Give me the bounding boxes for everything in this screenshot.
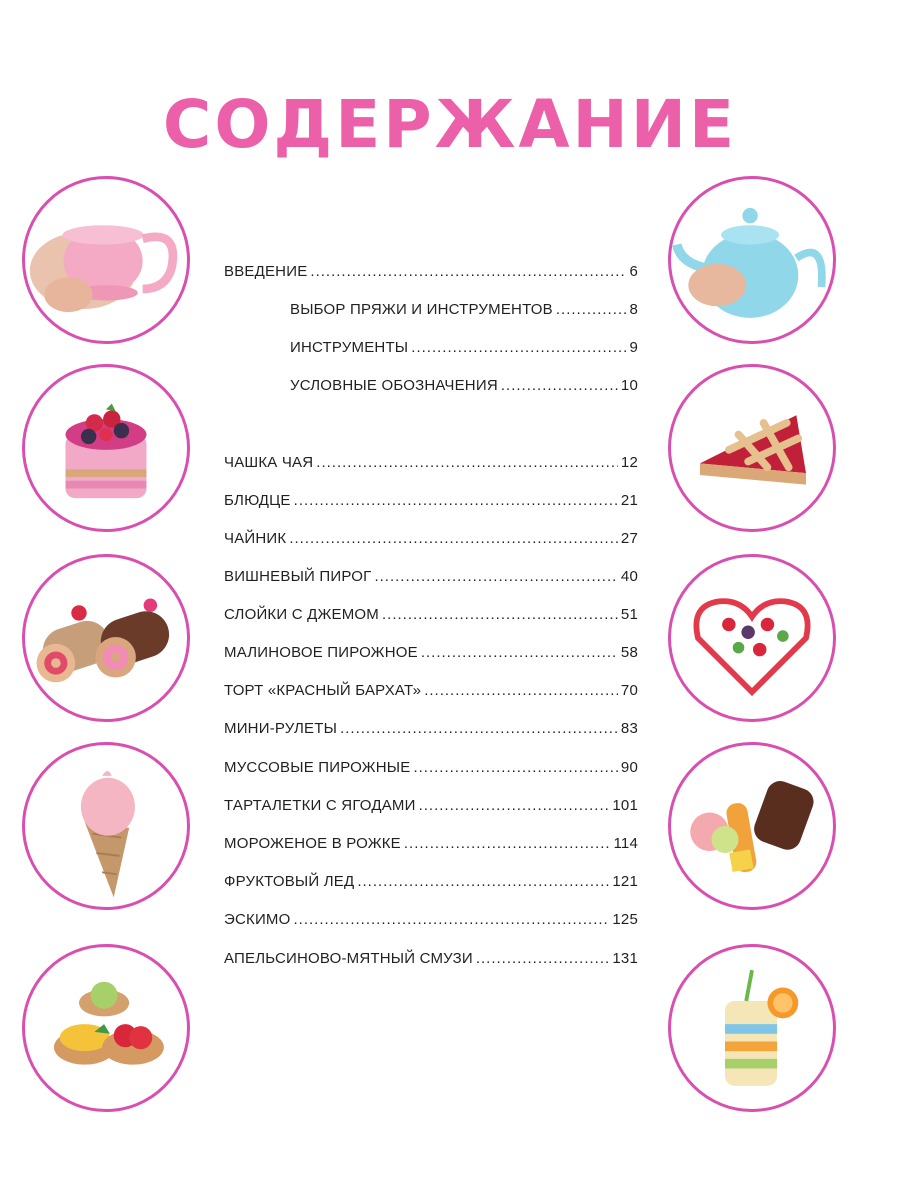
toc-entry-page: 131 (612, 950, 638, 967)
toc-leader-dots (289, 529, 618, 549)
page-title: СОДЕРЖАНИЕ (162, 86, 738, 163)
toc-entry[interactable] (224, 681, 638, 701)
toc-entry-page: 101 (612, 797, 638, 814)
toc-entry-page: 10 (620, 377, 638, 394)
toc-entry-label: ВИШНЕВЫЙ ПИРОГ (224, 568, 372, 585)
toc-leader-dots (374, 567, 617, 587)
toc-leader-dots (310, 262, 626, 282)
toc-leader-dots (476, 949, 610, 969)
toc-entry-page: 40 (620, 568, 638, 585)
toc-entry[interactable] (224, 872, 638, 892)
toc-entry[interactable] (224, 719, 638, 739)
toc-entry-page: 83 (620, 720, 638, 737)
toc-entry-label: ЭСКИМО (224, 911, 291, 928)
toc-entry-intro[interactable] (224, 262, 638, 282)
toc-entry-label: МИНИ-РУЛЕТЫ (224, 720, 338, 737)
toc-leader-dots (501, 376, 618, 396)
toc-entry-label: ФРУКТОВЫЙ ЛЕД (224, 873, 355, 890)
toc-subentry[interactable] (290, 376, 638, 396)
toc-leader-dots (340, 719, 618, 739)
toc-entry-page: 90 (620, 759, 638, 776)
toc-entry-page: 6 (629, 263, 638, 280)
toc-entry-label: ЧАЙНИК (224, 530, 287, 547)
toc-entry-page: 51 (620, 606, 638, 623)
toc-entry-label: МОРОЖЕНОЕ В РОЖКЕ (224, 835, 401, 852)
toc-entry-label: МАЛИНОВОЕ ПИРОЖНОЕ (224, 644, 418, 661)
toc-leader-dots (294, 491, 618, 511)
toc-entry-label: ИНСТРУМЕНТЫ (290, 339, 409, 356)
toc-entry-page: 70 (620, 682, 638, 699)
toc-entry-label: ТАРТАЛЕТКИ С ЯГОДАМИ (224, 797, 416, 814)
toc-leader-dots (419, 796, 610, 816)
toc-subentry[interactable] (290, 338, 638, 358)
toc-entry[interactable] (224, 529, 638, 549)
toc-entry[interactable] (224, 643, 638, 663)
toc-leader-dots (421, 643, 618, 663)
toc-leader-dots (294, 910, 610, 930)
toc-entry-label: УСЛОВНЫЕ ОБОЗНАЧЕНИЯ (290, 377, 498, 394)
toc-entry-page: 21 (620, 492, 638, 509)
toc-leader-dots (556, 300, 627, 320)
toc-entry-label: МУССОВЫЕ ПИРОЖНЫЕ (224, 759, 411, 776)
toc-entry-label: БЛЮДЦЕ (224, 492, 291, 509)
toc-leader-dots (404, 834, 611, 854)
toc-leader-dots (357, 872, 609, 892)
toc-subentry[interactable] (290, 300, 638, 320)
toc-entry-label: АПЕЛЬСИНОВО-МЯТНЫЙ СМУЗИ (224, 950, 473, 967)
toc-entry[interactable] (224, 453, 638, 473)
toc-entry-page: 8 (629, 301, 638, 318)
toc-leader-dots (411, 338, 626, 358)
toc-entry-page: 121 (612, 873, 638, 890)
toc-entry-page: 9 (629, 339, 638, 356)
toc-entry-page: 27 (620, 530, 638, 547)
toc-entry[interactable] (224, 949, 638, 969)
toc-leader-dots (424, 681, 618, 701)
toc-leader-dots (316, 453, 618, 473)
toc-entry[interactable] (224, 834, 638, 854)
toc-entry-label: ТОРТ «КРАСНЫЙ БАРХАТ» (224, 682, 422, 699)
toc-entry-page: 114 (613, 835, 638, 852)
toc-entry-label: СЛОЙКИ С ДЖЕМОМ (224, 606, 379, 623)
toc-entry[interactable] (224, 605, 638, 625)
toc-entry[interactable] (224, 491, 638, 511)
toc-entry-page: 125 (612, 911, 638, 928)
toc-entry-page: 12 (620, 454, 638, 471)
toc-entry[interactable] (224, 910, 638, 930)
toc-entry-label: ВВЕДЕНИЕ (224, 263, 308, 280)
toc-leader-dots (413, 758, 617, 778)
toc-entry[interactable] (224, 758, 638, 778)
toc-entry-label: ЧАШКА ЧАЯ (224, 454, 314, 471)
toc-entry-page: 58 (620, 644, 638, 661)
toc-leader-dots (382, 605, 618, 625)
toc-entry[interactable] (224, 567, 638, 587)
toc-entry[interactable] (224, 796, 638, 816)
toc-entry-label: ВЫБОР ПРЯЖИ И ИНСТРУМЕНТОВ (290, 301, 553, 318)
